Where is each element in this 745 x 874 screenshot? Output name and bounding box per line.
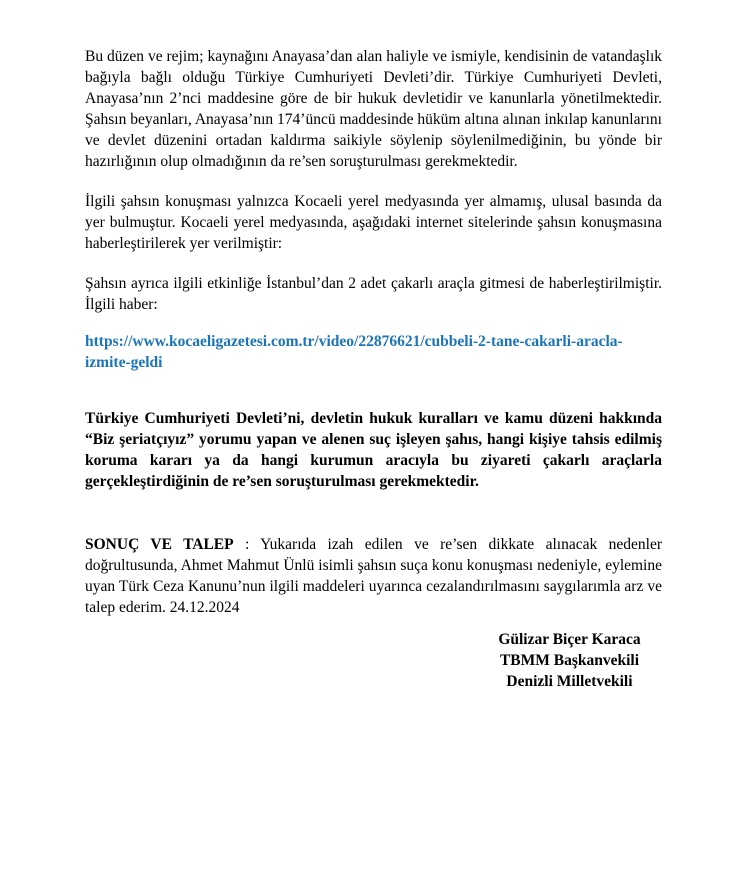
news-article-link[interactable]: https://www.kocaeligazetesi.com.tr/video/22876621/cubbeli-2-tane-cakarli-aracla-izmite-geldi: [85, 333, 623, 371]
paragraph-media-coverage: İlgili şahsın konuşması yalnızca Kocaeli yerel medyasında yer almamış, ulusal basında da yer bulmuştur. Kocaeli yerel medyasında, aşağıdaki internet sitelerinde şahsın konuşmasına haberleştirilerek yer verilmiştir:: [85, 193, 662, 252]
paragraph-regime-constitution: Bu düzen ve rejim; kaynağını Anayasa’dan alan haliyle ve ismiyle, kendisinin de vatandaşlık bağıyla bağlı olduğu Türkiye Cumhuriyeti Devleti’dir. Türkiye Cumhuriyeti Devleti, Anayasa’nın 2’nci maddesine göre de bir hukuk devletidir ve kanunlarla yönetilmektedir. Şahsın beyanları, Anayasa’nın 174’üncü maddesinde hüküm altına alınan inkılap kanunlarını ve devlet düzenini ortadan kaldırma saikiyle söylenip söylenilmediğinin, bu yönde bir hazırlığının olup olmadığının da re’sen soruşturulması gerekmektedir.: [85, 48, 662, 170]
conclusion-text: : Yukarıda izah edilen ve re’sen dikkate alınacak nedenler doğrultusunda, Ahmet Mahmut Ünlü isimli şahsın suça konu konuşması nedeniyle, eylemine uyan Türk Ceza Kanunu’nun ilgili maddeleri uyarınca cezalandırılmasını saygılarımla arz ve talep ederim. 24.12.2024: [85, 536, 663, 616]
paragraph-vehicles-news: Şahsın ayrıca ilgili etkinliğe İstanbul’dan 2 adet çakarlı araçla gitmesi de haberleştirilmiştir. İlgili haber:: [85, 275, 662, 313]
signatory-name: Gülizar Biçer Karaca: [498, 631, 641, 648]
paragraph-conclusion: [85, 534, 662, 618]
conclusion-label: SONUÇ VE TALEP: [85, 536, 234, 553]
paragraph-bold-accusation: Türkiye Cumhuriyeti Devleti’ni, devletin hukuk kuralları ve kamu düzeni hakkında “Biz şeriatçıyız” yorumu yapan ve alenen suç işleyen şahıs, hangi kişiye tahsis edilmiş koruma kararı ya da hangi kurumun aracıyla bu ziyareti çakarlı araçlarla gerçekleştirdiğinin de re’sen soruşturulması gerekmektedir.: [85, 410, 662, 490]
signature-block: [477, 629, 662, 692]
signatory-title: TBMM Başkanvekili: [499, 652, 640, 669]
news-link-paragraph: [85, 331, 662, 373]
signatory-constituency: Denizli Milletvekili: [506, 673, 633, 690]
